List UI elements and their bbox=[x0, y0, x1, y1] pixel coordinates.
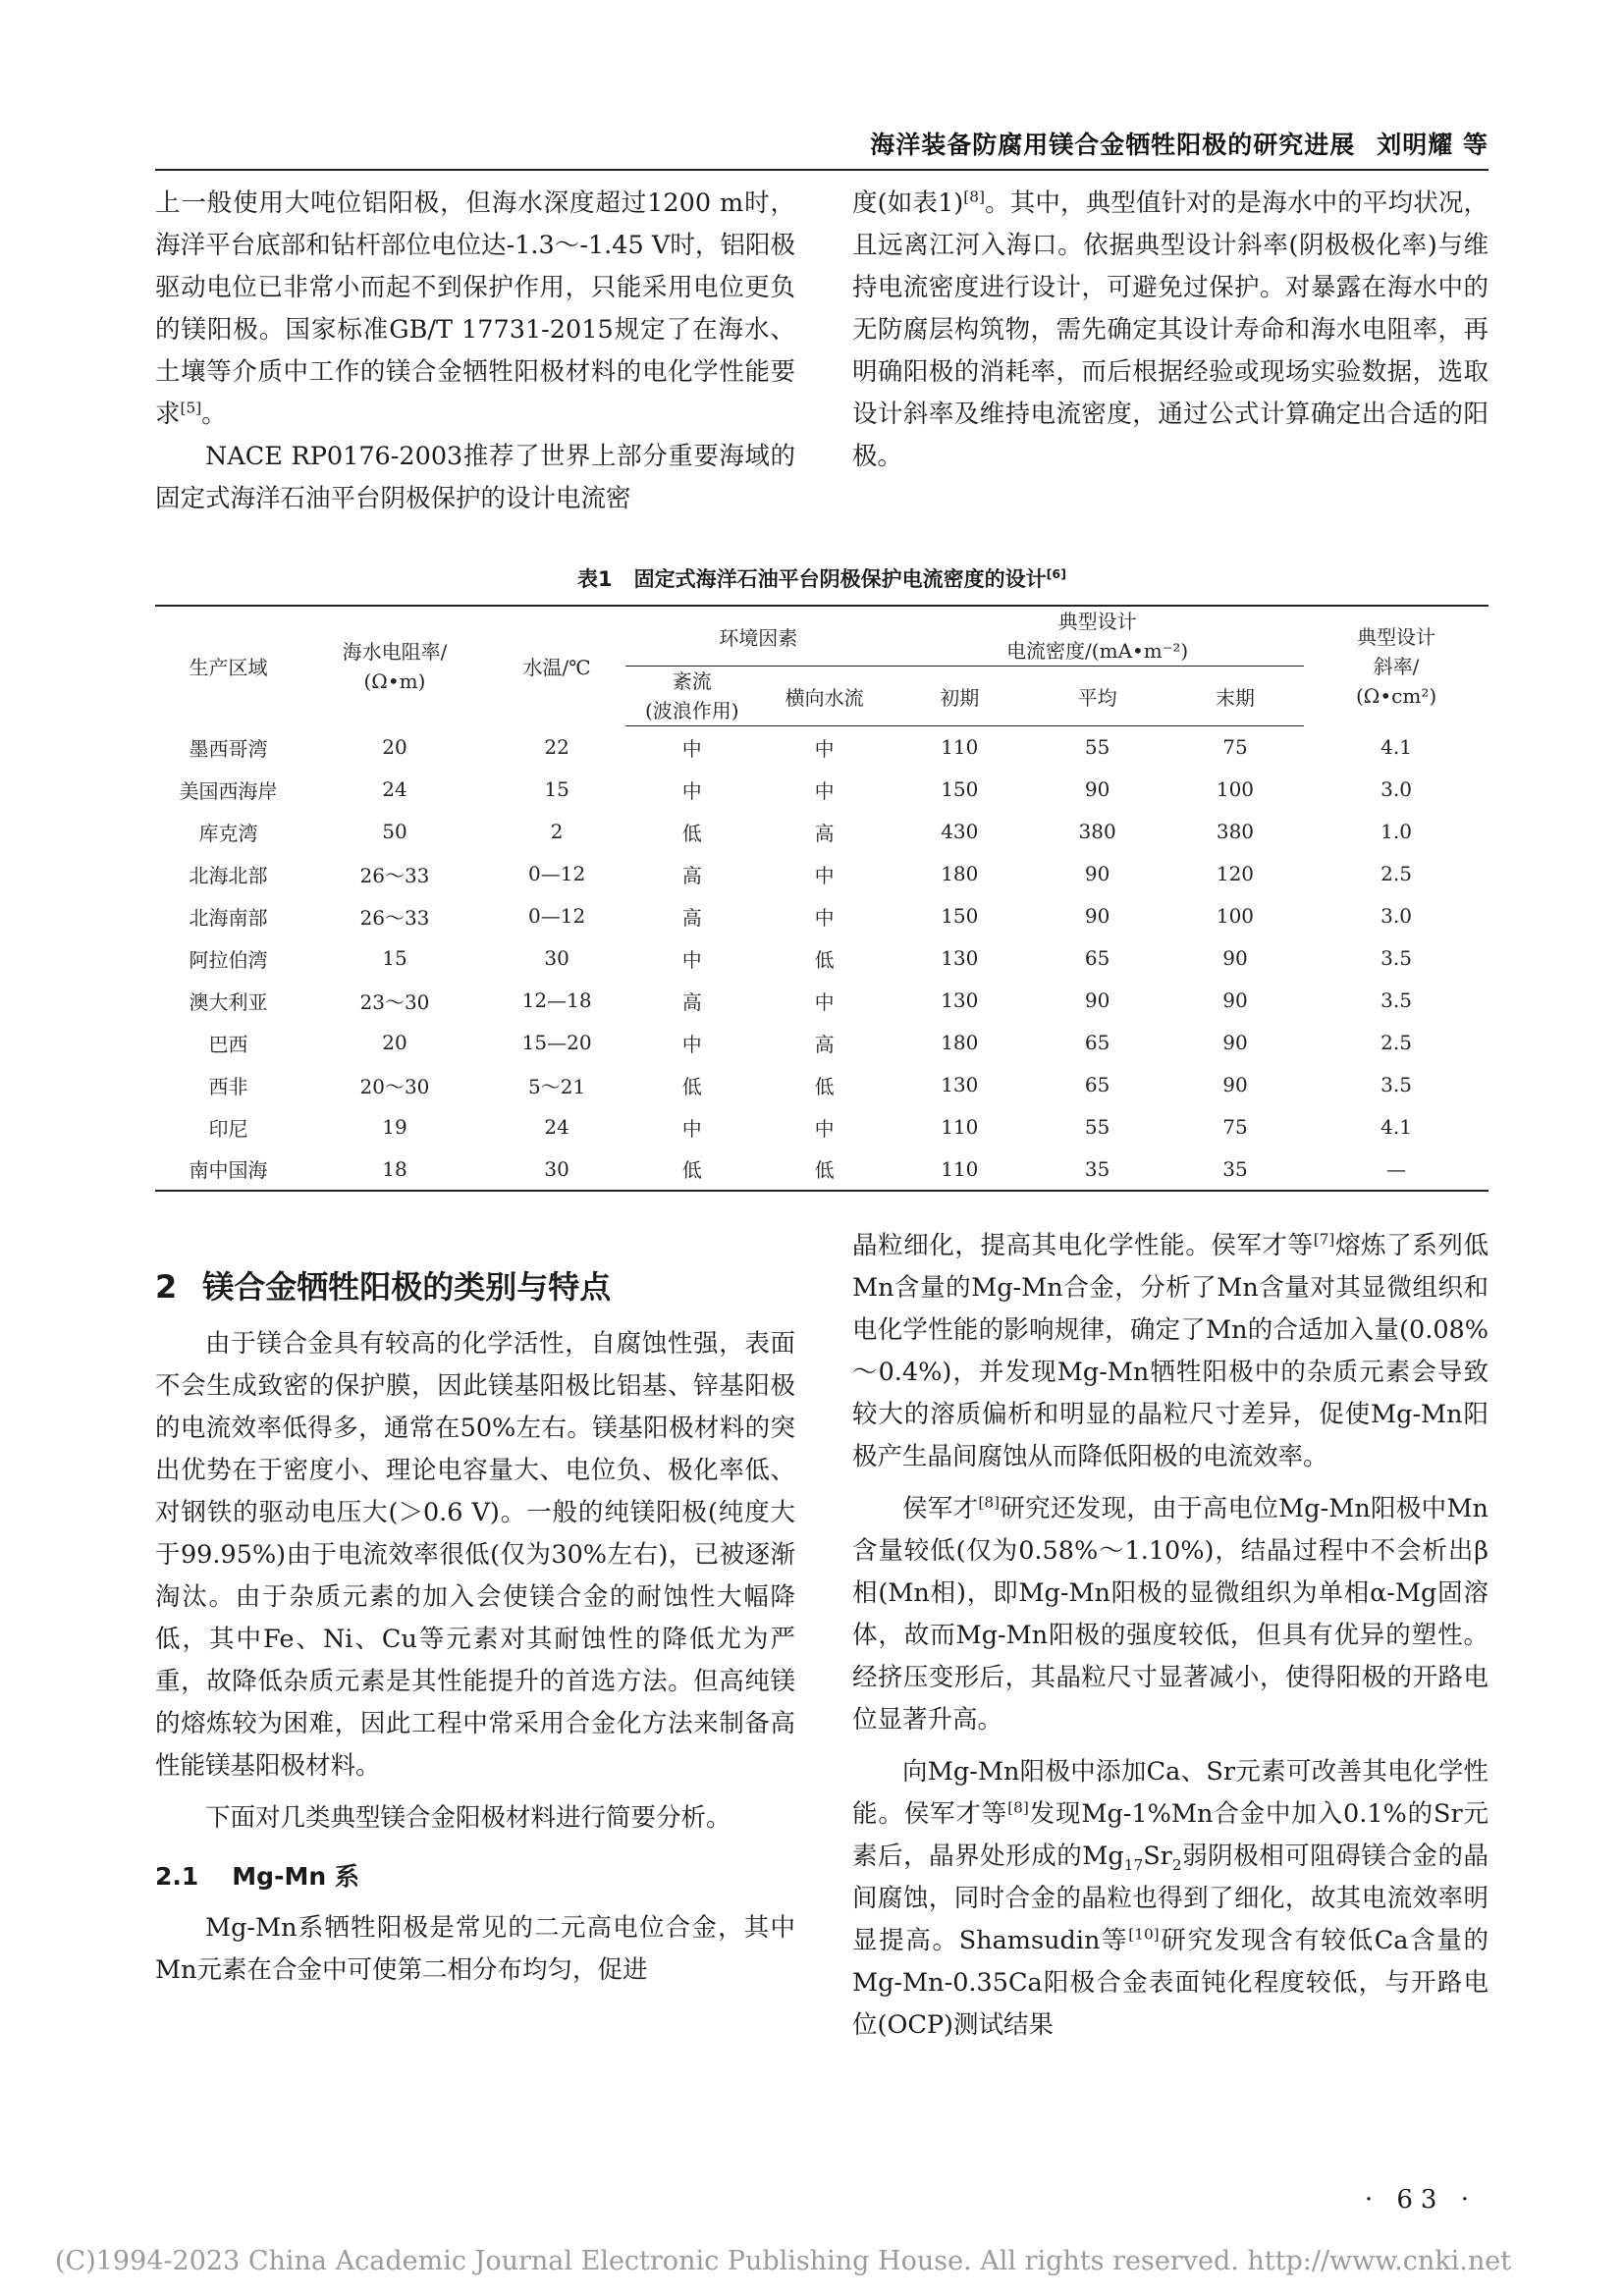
table-cell: 中 bbox=[681, 947, 702, 972]
table-cell: 5～21 bbox=[528, 1074, 586, 1098]
table-cell: 75 bbox=[1222, 735, 1248, 760]
table-cell: 130 bbox=[941, 1073, 979, 1096]
table-cell: 2.5 bbox=[1380, 1031, 1412, 1054]
table-cell: 150 bbox=[941, 777, 979, 801]
table-cell: 高 bbox=[681, 905, 702, 930]
table-cell: 20 bbox=[382, 735, 407, 759]
table-cell: 中 bbox=[681, 1032, 702, 1056]
col-header-initial: 初期 bbox=[891, 667, 1028, 726]
table-cell: 低 bbox=[814, 1074, 835, 1098]
table-cell: 澳大利亚 bbox=[189, 989, 268, 1014]
table-cell: 3.0 bbox=[1380, 777, 1412, 801]
table-cell: 美国西海岸 bbox=[179, 778, 278, 803]
right-column-top bbox=[852, 183, 1489, 478]
table-cell: 库克湾 bbox=[198, 821, 258, 845]
page-number: · 63 · bbox=[1364, 2185, 1477, 2215]
table-cell: 75 bbox=[1222, 1115, 1248, 1139]
table-cell: 430 bbox=[941, 820, 979, 843]
paragraph: 由于镁合金具有较高的化学活性，自腐蚀性强，表面不会生成致密的保护膜，因此镁基阳极比铝基、锌基阳极的电流效率低得多，通常在50%左右。镁基阳极材料的突出优势在于密度小、理论电容量大、电位负、极化率低、对钢铁的驱动电压大(＞0.6 V)。一般的纯镁阳极(纯度大于99.95%)由于电流效率很低(仅为30%左右)，已被逐渐淘汰。由于杂质元素的加入会使镁合金的耐蚀性大幅降低，其中Fe、Ni、Cu等元素对其耐蚀性的降低尤为严重，故降低杂质元素是其性能提升的首选方法。但高纯镁的熔炼较为困难，因此工程中常采用合金化方法来制备高性能镁基阳极材料。 bbox=[155, 1329, 795, 1781]
current-density-table bbox=[155, 605, 1489, 1192]
table-cell: 26～33 bbox=[359, 905, 430, 930]
table-cell: 24 bbox=[544, 1115, 569, 1139]
table-row bbox=[155, 769, 1489, 811]
table-cell: 24 bbox=[382, 777, 407, 801]
table-row bbox=[155, 937, 1489, 980]
table-cell: — bbox=[1304, 1148, 1489, 1191]
table-cell: 19 bbox=[382, 1115, 407, 1139]
table-cell: 23～30 bbox=[359, 989, 430, 1014]
table-cell: 65 bbox=[1084, 1031, 1110, 1054]
left-column-top bbox=[155, 183, 795, 520]
table-cell: 100 bbox=[1216, 777, 1255, 801]
col-header-design-current: 典型设计 电流密度/(mA•m⁻²) bbox=[891, 606, 1304, 667]
table-cell: 中 bbox=[814, 863, 835, 887]
table-cell: 65 bbox=[1084, 1073, 1110, 1096]
citation[interactable]: [8] bbox=[978, 1493, 1001, 1512]
table-cell: 阿拉伯湾 bbox=[189, 947, 268, 972]
table-cell: 低 bbox=[681, 1074, 702, 1098]
table-cell: 180 bbox=[941, 862, 979, 885]
table-cell: 3.5 bbox=[1380, 988, 1412, 1012]
table-cell: 3.5 bbox=[1380, 1073, 1412, 1096]
left-column-bottom bbox=[155, 1264, 795, 1992]
table-cell: 130 bbox=[941, 988, 979, 1012]
table-cell: 130 bbox=[941, 946, 979, 970]
table-row bbox=[155, 980, 1489, 1022]
table-cell: 4.1 bbox=[1380, 735, 1412, 759]
table-cell: 90 bbox=[1084, 862, 1110, 885]
table-cell: 0—12 bbox=[528, 862, 586, 885]
table-cell: 55 bbox=[1084, 735, 1110, 760]
table-cell: 18 bbox=[301, 1148, 488, 1191]
table-cell: 15—20 bbox=[521, 1031, 592, 1054]
table-caption-text: 固定式海洋石油平台阴极保护电流密度的设计 bbox=[633, 567, 1047, 591]
paragraph: 向Mg-Mn阳极中添加Ca、Sr元素可改善其电化学性能。侯军才等[8]发现Mg-1%Mn合金中加入0.1%的Sr元素后，晶界处形成的$Mg_{17}Sr_2$弱阴极相可阻碍镁合金的晶间腐蚀，同时合金的晶粒也得到了细化，故其电流效率明显提高。Shamsudin等[10]研究发现含有较低Ca含量的Mg-Mn-0.35Ca阳极合金表面钝化程度较低，与开路电位(OCP)测试结果 bbox=[852, 1757, 1489, 2040]
table-cell: 90 bbox=[1084, 988, 1110, 1012]
header-title: 海洋装备防腐用镁合金牺牲阳极的研究进展 bbox=[870, 131, 1356, 159]
copyright-notice: (C)1994-2023 China Academic Journal Electronic Publishing House. All rights reserved. http://www.cnki.net bbox=[55, 2246, 1512, 2276]
table-cell: 380 bbox=[1216, 820, 1255, 843]
paragraph: Mg-Mn系牺牲阳极是常见的二元高电位合金，其中Mn元素在合金中可使第二相分布均匀，促进 bbox=[155, 1913, 795, 1985]
table-cell: 30 bbox=[488, 1148, 625, 1191]
paragraph: 下面对几类典型镁合金阳极材料进行简要分析。 bbox=[205, 1803, 731, 1833]
table-cell: 2.5 bbox=[1380, 862, 1412, 885]
table-cell: 50 bbox=[382, 820, 407, 843]
table-cell: 中 bbox=[814, 905, 835, 930]
table-cell: 中 bbox=[814, 778, 835, 803]
table-cell: 中 bbox=[814, 1116, 835, 1141]
citation[interactable]: [8] bbox=[963, 187, 985, 206]
table-cell: 20 bbox=[382, 1031, 407, 1054]
table-cell: 380 bbox=[1078, 820, 1116, 843]
table-cell: 120 bbox=[1216, 862, 1255, 885]
citation[interactable]: [5] bbox=[180, 399, 202, 417]
table-cell: 3.0 bbox=[1380, 904, 1412, 928]
table-row bbox=[155, 1148, 1489, 1191]
table-cell: 0—12 bbox=[528, 904, 586, 928]
table-cell: 90 bbox=[1084, 777, 1110, 801]
paragraph: 晶粒细化，提高其电化学性能。侯军才等[7]熔炼了系列低Mn含量的Mg-Mn合金，分析了Mn含量对其显微组织和电化学性能的影响规律，确定了Mn的合适加入量(0.08%～0.4%)，并发现Mg-Mn牺牲阳极中的杂质元素会导致较大的溶质偏析和明显的晶粒尺寸差异，促使Mg-Mn阳极产生晶间腐蚀从而降低阳极的电流效率。 bbox=[852, 1230, 1489, 1471]
table-row bbox=[155, 726, 1489, 769]
table-cell: 中 bbox=[814, 736, 835, 761]
table-cell: 26～33 bbox=[359, 863, 430, 887]
col-header-cross-current: 横向水流 bbox=[758, 667, 891, 726]
col-header-average: 平均 bbox=[1028, 667, 1165, 726]
table-cell: 90 bbox=[1222, 1031, 1248, 1054]
table-cell: 中 bbox=[681, 736, 702, 761]
subsection-heading: 2.1 Mg-Mn 系 bbox=[155, 1862, 359, 1891]
citation[interactable]: [8] bbox=[1007, 1798, 1029, 1817]
table-cell: 4.1 bbox=[1380, 1115, 1412, 1139]
table-cell: 150 bbox=[941, 904, 979, 928]
table-cell: 110 bbox=[941, 1115, 979, 1139]
table-cell: 低 bbox=[681, 821, 702, 845]
section-heading: 2 镁合金牺牲阳极的类别与特点 bbox=[155, 1268, 612, 1306]
table-cell: 北海北部 bbox=[189, 863, 268, 887]
table-cell: 110 bbox=[941, 735, 979, 760]
table-cell: 35 bbox=[1166, 1148, 1304, 1191]
table-row bbox=[155, 1022, 1489, 1064]
paragraph: 侯军才[8]研究还发现，由于高电位Mg-Mn阳极中Mn含量较低(仅为0.58%～1.10%)，结晶过程中不会析出β相(Mn相)，即Mg-Mn阳极的显微组织为单相α-Mg固溶体，故而Mg-Mn阳极的强度较低，但具有优异的塑性。经挤压变形后，其晶粒尺寸显著减小，使得阳极的开路电位显著升高。 bbox=[852, 1493, 1489, 1735]
table-cell: 高 bbox=[814, 821, 835, 845]
table-cell: 20～30 bbox=[359, 1074, 430, 1098]
table-cell: 110 bbox=[891, 1148, 1028, 1191]
table-cell: 12—18 bbox=[521, 988, 592, 1012]
table-cell: 墨西哥湾 bbox=[189, 736, 268, 761]
col-header-region: 生产区域 bbox=[189, 656, 268, 680]
table-cell: 90 bbox=[1222, 1073, 1248, 1096]
table-cell: 中 bbox=[814, 989, 835, 1014]
table-cell: 低 bbox=[814, 947, 835, 972]
header-authors: 刘明耀 等 bbox=[1377, 131, 1489, 159]
table-cell: 高 bbox=[814, 1032, 835, 1056]
table-row bbox=[155, 1064, 1489, 1106]
table-row bbox=[155, 895, 1489, 937]
paragraph: NACE RP0176-2003推荐了世界上部分重要海域的固定式海洋石油平台阴极保护的设计电流密 bbox=[155, 442, 795, 513]
citation[interactable]: [7] bbox=[1313, 1230, 1335, 1249]
table-cell: 15 bbox=[544, 777, 569, 801]
table-cell: 西非 bbox=[208, 1074, 248, 1098]
table-cell: 1.0 bbox=[1380, 820, 1412, 843]
table-cell: 南中国海 bbox=[155, 1148, 301, 1191]
table-cell: 低 bbox=[625, 1148, 758, 1191]
col-header-turbulence: 紊流 (波浪作用) bbox=[625, 667, 758, 726]
running-header bbox=[870, 126, 1489, 161]
table-cell: 100 bbox=[1216, 904, 1255, 928]
col-header-final: 末期 bbox=[1166, 667, 1304, 726]
right-column-bottom bbox=[852, 1225, 1489, 2047]
table-cell: 180 bbox=[941, 1031, 979, 1054]
col-header-environment: 环境因素 bbox=[625, 606, 891, 667]
table-cell: 65 bbox=[1084, 946, 1110, 970]
table-caption bbox=[155, 563, 1489, 593]
header-rule bbox=[155, 169, 1489, 171]
col-header-resistivity: 海水电阻率/ (Ω•m) bbox=[342, 639, 448, 693]
table-label: 表1 bbox=[577, 567, 613, 591]
table-cell: 55 bbox=[1084, 1115, 1110, 1139]
table-cell: 低 bbox=[758, 1148, 891, 1191]
table-cell: 90 bbox=[1222, 988, 1248, 1012]
citation[interactable]: [6] bbox=[1046, 566, 1066, 581]
table-cell: 90 bbox=[1084, 904, 1110, 928]
table-row bbox=[155, 853, 1489, 895]
table-cell: 2 bbox=[550, 820, 564, 843]
table-cell: 35 bbox=[1028, 1148, 1165, 1191]
table-cell: 中 bbox=[681, 778, 702, 803]
table-cell: 印尼 bbox=[208, 1116, 248, 1141]
table-cell: 15 bbox=[382, 946, 407, 970]
table-cell: 北海南部 bbox=[189, 905, 268, 930]
paragraph: 上一般使用大吨位铝阳极，但海水深度超过1200 m时，海洋平台底部和钻杆部位电位达-1.3～-1.45 V时，铝阳极驱动电位已非常小而起不到保护作用，只能采用电位更负的镁阳极。国家标准GB/T 17731-2015规定了在海水、土壤等介质中工作的镁合金牺牲阳极材料的电化学性能要求[5]。 bbox=[155, 188, 795, 429]
table-cell: 中 bbox=[681, 1116, 702, 1141]
col-header-slope: 典型设计 斜率/ (Ω•cm²) bbox=[1355, 624, 1437, 708]
paragraph: 度(如表1)[8]。其中，典型值针对的是海水中的平均状况，且远离江河入海口。依据典型设计斜率(阴极极化率)与维持电流密度进行设计，可避免过保护。对暴露在海水中的无防腐层构筑物，需先确定其设计寿命和海水电阻率，再明确阳极的消耗率，而后根据经验或现场实验数据，选取设计斜率及维持电流密度，通过公式计算确定出合适的阳极。 bbox=[852, 187, 1489, 471]
table-cell: 高 bbox=[681, 989, 702, 1014]
table-row bbox=[155, 1106, 1489, 1148]
table-cell: 高 bbox=[681, 863, 702, 887]
table-cell: 3.5 bbox=[1380, 946, 1412, 970]
table-cell: 22 bbox=[544, 735, 569, 759]
table-cell: 30 bbox=[544, 946, 569, 970]
table-cell: 巴西 bbox=[208, 1032, 248, 1056]
table-row bbox=[155, 811, 1489, 853]
col-header-temperature: 水温/℃ bbox=[522, 656, 591, 680]
table-cell: 90 bbox=[1222, 946, 1248, 970]
citation[interactable]: [10] bbox=[1128, 1925, 1160, 1944]
